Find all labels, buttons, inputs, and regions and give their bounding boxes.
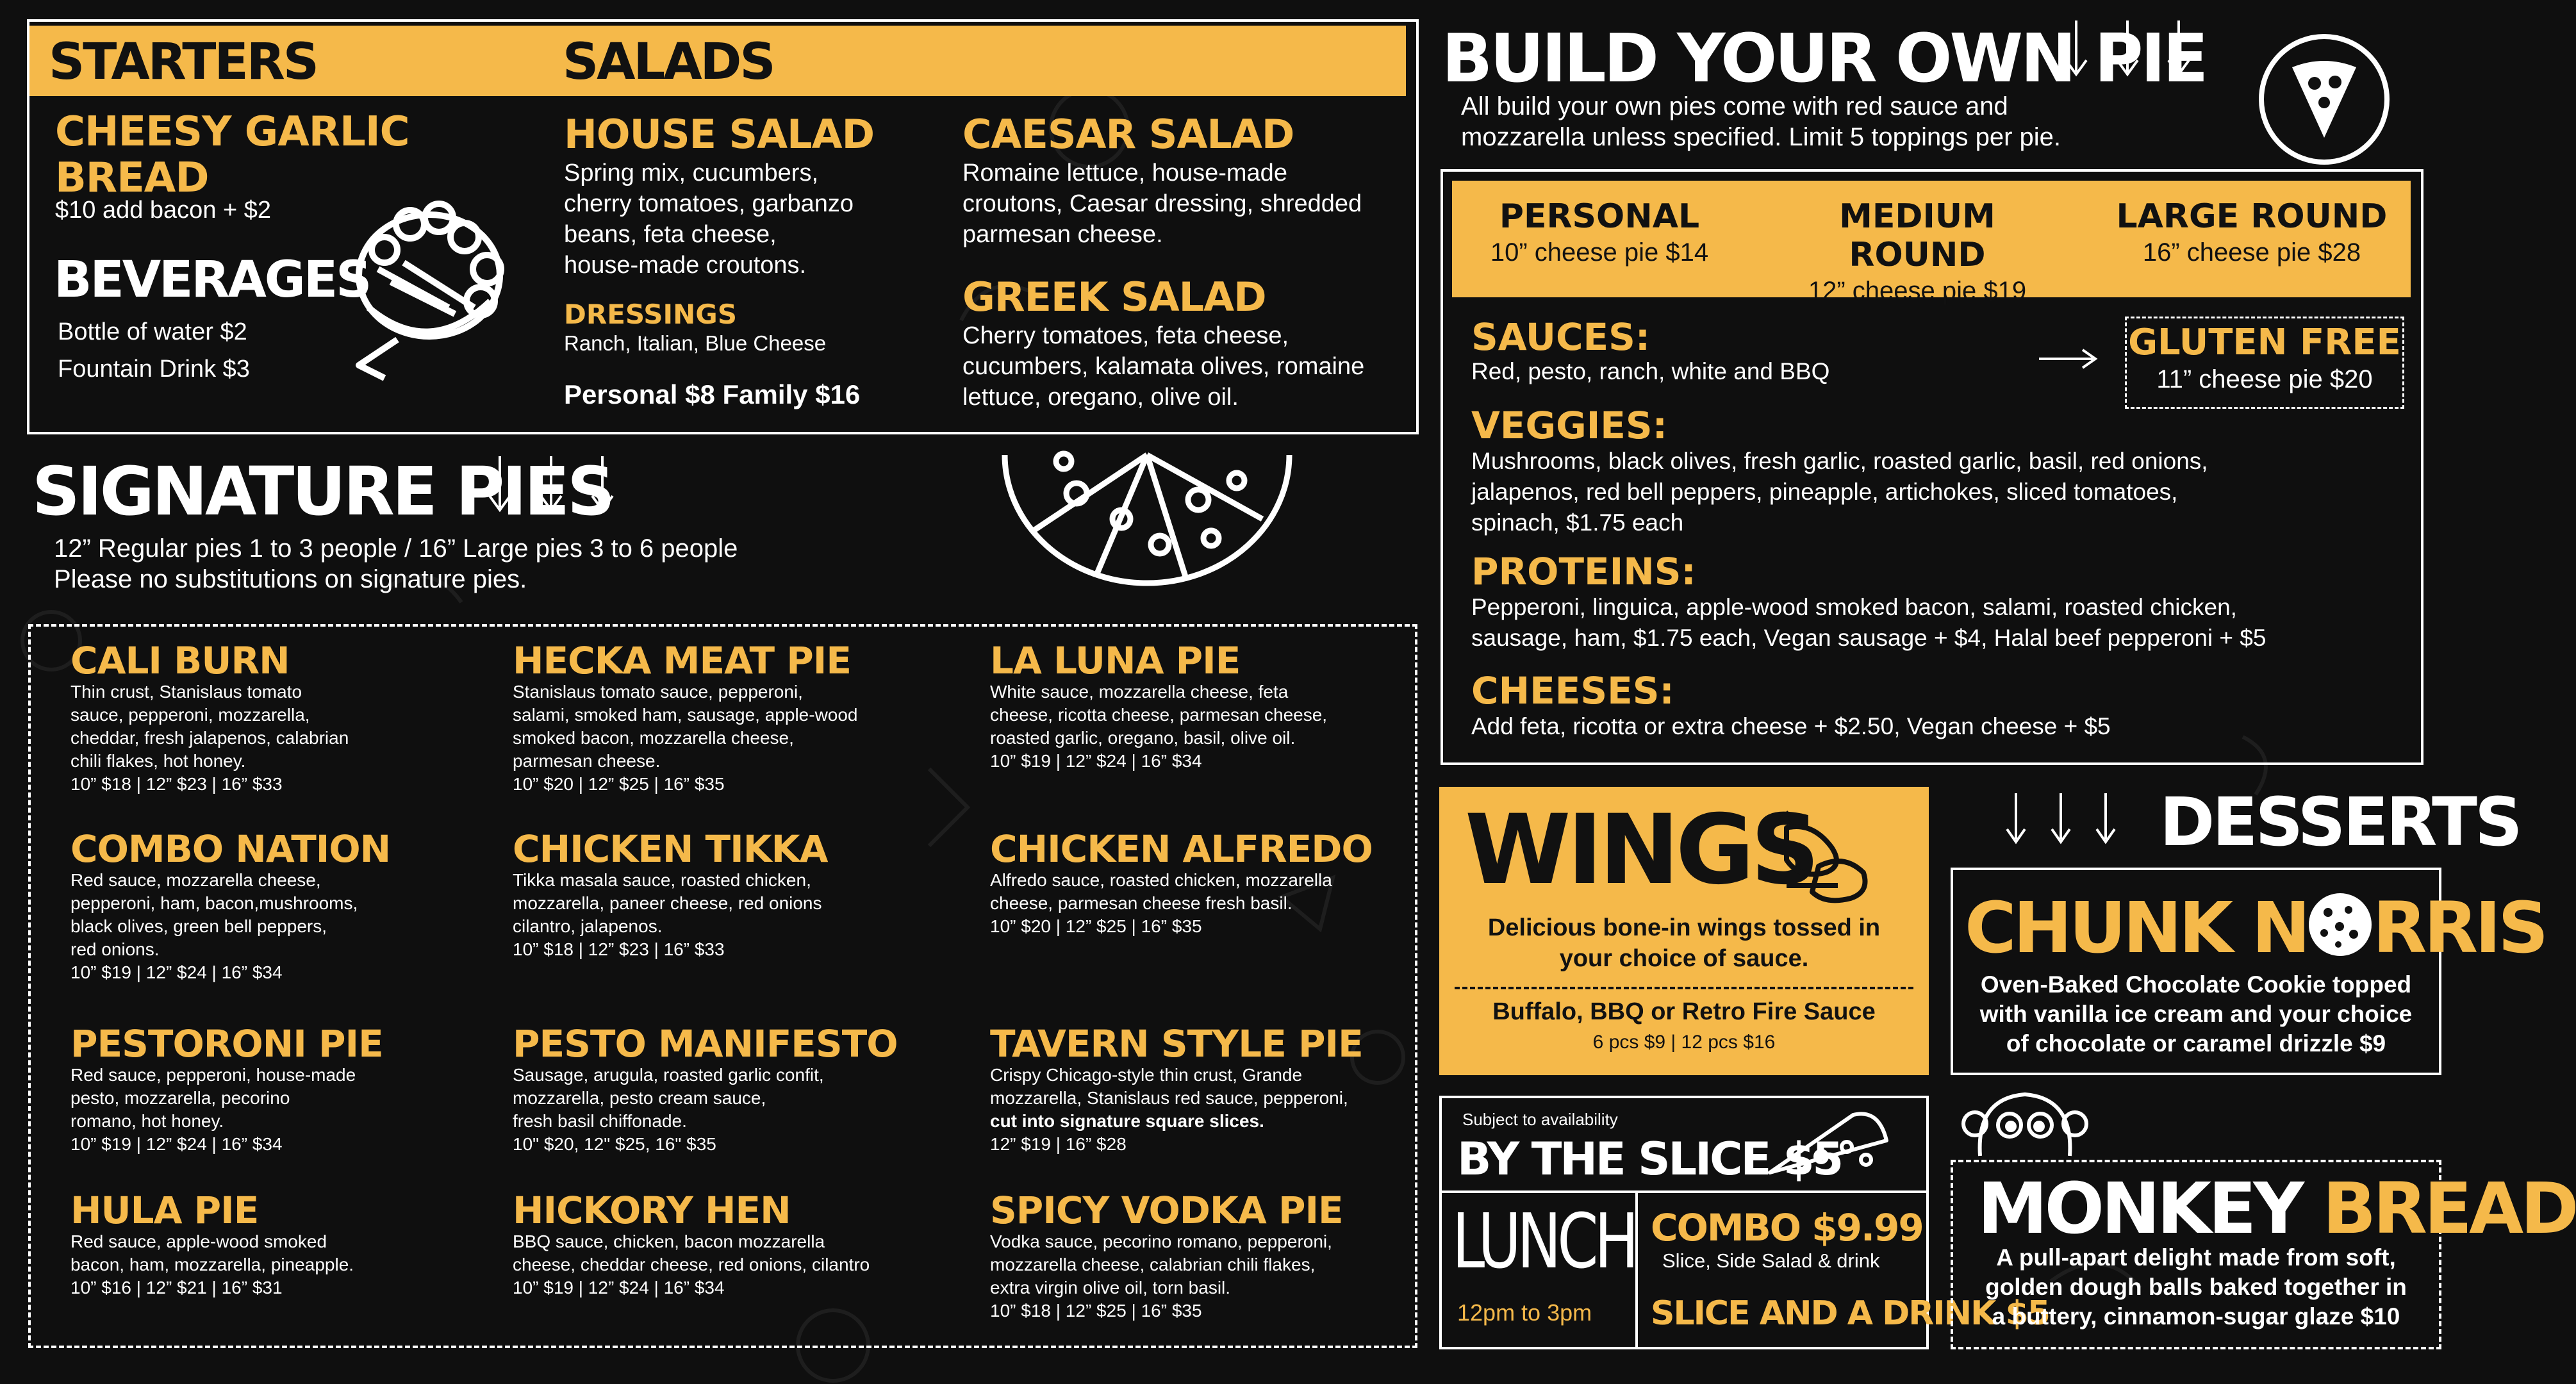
signature-pie-desc-line: Stanislaus tomato sauce, pepperoni, [513, 682, 803, 702]
monkey-bread-name-part1: MONKEY [1977, 1167, 2302, 1249]
signature-pie-desc-line: 10” $19 | 12” $24 | 16” $34 [513, 1278, 725, 1298]
signature-pie-desc-line: red onions. [70, 939, 160, 959]
cheeses-desc: Add feta, ricotta or extra cheese + $2.50, Vegan cheese + $5 [1471, 713, 2111, 739]
chunk-norris-desc-line: Oven-Baked Chocolate Cookie topped [1980, 971, 2412, 998]
monkey-icon [1961, 1085, 2089, 1162]
signature-pie-title: LA LUNA PIE [990, 639, 1241, 682]
size-large [2104, 197, 2399, 267]
signature-pie-item [513, 1190, 870, 1299]
down-arrows-icon [488, 456, 629, 520]
signature-pie-desc-line: cut into signature square slices. [990, 1111, 1264, 1131]
signature-pie-title: PESTO MANIFESTO [513, 1022, 898, 1066]
chicken-wings-icon [1774, 809, 1876, 905]
down-arrows-icon [2065, 21, 2206, 85]
house-salad-desc [564, 158, 854, 281]
chunk-norris-desc [1951, 970, 2441, 1059]
signature-pie-desc-line: extra virgin olive oil, torn basil. [990, 1278, 1231, 1298]
gluten-free-name: GLUTEN FREE [2128, 322, 2401, 363]
signature-pie-desc-line: Sausage, arugula, roasted garlic confit, [513, 1065, 824, 1085]
signature-pie-desc-line: mozzarella, paneer cheese, red onions [513, 893, 822, 913]
signature-pie-desc-line: pepperoni, ham, bacon,mushrooms, [70, 893, 358, 913]
signature-pie-desc-line: Red sauce, apple-wood smoked [70, 1232, 327, 1251]
pizza-slice-icon [2257, 32, 2391, 167]
signature-pie-desc-line: Vodka sauce, pecorino romano, pepperoni, [990, 1232, 1332, 1251]
byo-sub2: mozzarella unless specified. Limit 5 toppings per pie. [1461, 123, 2061, 151]
signature-pie-desc-line: Tikka masala sauce, roasted chicken, [513, 870, 811, 890]
house-salad-title: HOUSE SALAD [564, 111, 875, 158]
size-medium-price: 12” cheese pie $19 [1808, 277, 2027, 305]
signature-pie-title: PESTORONI PIE [70, 1022, 383, 1066]
starters-header: STARTERS [49, 33, 317, 91]
signature-pie-desc-line: 10” $18 | 12” $25 | 16” $35 [990, 1301, 1202, 1321]
pizza-slice-outline-icon [1763, 1102, 1892, 1179]
signature-pie-desc-line: pesto, mozzarella, pecorino [70, 1088, 290, 1108]
lunch-vertical-divider [1635, 1190, 1638, 1349]
combo-desc: Slice, Side Salad & drink [1662, 1249, 1880, 1272]
signature-pie-desc-line: romano, hot honey. [70, 1111, 224, 1131]
veggies-desc-line: jalapenos, red bell peppers, pineapple, artichokes, sliced tomatoes, [1471, 479, 2178, 505]
wings-sauces: Buffalo, BBQ or Retro Fire Sauce [1492, 998, 1876, 1025]
proteins-desc-line: sausage, ham, $1.75 each, Vegan sausage + $4, Halal beef pepperoni + $5 [1471, 625, 2266, 651]
signature-pie-desc-line: bacon, ham, mozzarella, pineapple. [70, 1255, 354, 1274]
signature-pie-desc-line: parmesan cheese. [513, 751, 661, 771]
wings-header: WINGS [1465, 795, 1816, 906]
veggies-label: VEGGIES: [1471, 404, 1667, 447]
signature-pie-item [70, 1190, 354, 1299]
signature-pie-desc-line: black olives, green bell peppers, [70, 916, 327, 936]
desserts-header: DESSERTS [2159, 783, 2520, 861]
proteins-desc [1471, 592, 2266, 654]
signature-pie-desc-line: 10” $20 | 12” $25 | 16” $35 [990, 916, 1202, 936]
chunk-norris-name [1965, 887, 2545, 969]
signature-pie-item [70, 829, 390, 984]
signature-pie-title: CALI BURN [70, 639, 290, 682]
monkey-bread-desc-line: A pull-apart delight made from soft, [1996, 1244, 2396, 1271]
caesar-salad-desc [962, 158, 1362, 250]
signature-pie-desc-line: 10” $19 | 12” $24 | 16” $34 [990, 751, 1202, 771]
signature-pie-title: COMBO NATION [70, 827, 391, 871]
signature-pie-desc-line: Alfredo sauce, roasted chicken, mozzarella [990, 870, 1332, 890]
wings-desc-line: your choice of sauce. [1559, 945, 1809, 972]
signature-pie-item [70, 1024, 383, 1156]
cheesy-garlic-bread-price: $10 add bacon + $2 [55, 197, 272, 224]
signature-pie-desc-line: cheese, ricotta cheese, parmesan cheese, [990, 705, 1328, 725]
signature-pie-item [70, 641, 349, 796]
monkey-bread-desc-line: golden dough balls baked together in [1985, 1274, 2407, 1300]
house-salad-desc-line: cherry tomatoes, garbanzo [564, 190, 854, 217]
monkey-bread-name-part2: BREAD [2322, 1167, 2576, 1249]
wings-divider [1455, 987, 1913, 989]
byo-header: BUILD YOUR OWN PIE [1442, 19, 2206, 97]
right-arrow-icon [2038, 346, 2102, 372]
proteins-label: PROTEINS: [1471, 550, 1696, 593]
wings-desc [1439, 912, 1929, 974]
signature-pies-sub1: 12” Regular pies 1 to 3 people / 16” Large pies 3 to 6 people [54, 534, 738, 563]
caesar-salad-desc-line: parmesan cheese. [962, 221, 1163, 248]
wings-price: 6 pcs $9 | 12 pcs $16 [1592, 1032, 1776, 1053]
size-medium [1770, 197, 2065, 306]
signature-pie-item [990, 1024, 1363, 1156]
caesar-salad-title: CAESAR SALAD [962, 111, 1294, 158]
signature-pie-desc-line: mozzarella cheese, calabrian chili flakes, [990, 1255, 1316, 1274]
signature-pie-desc-line: Red sauce, mozzarella cheese, [70, 870, 321, 890]
signature-pie-title: SPICY VODKA PIE [990, 1189, 1343, 1232]
size-personal-price: 10” cheese pie $14 [1490, 238, 1709, 267]
signature-pie-title: HULA PIE [70, 1189, 259, 1232]
greek-salad-desc-line: cucumbers, kalamata olives, romaine [962, 353, 1365, 380]
down-arrows-icon [2006, 793, 2121, 851]
size-personal [1452, 197, 1747, 267]
signature-pie-desc-line: mozzarella, Stanislaus red sauce, pepperoni, [990, 1088, 1348, 1108]
signature-pie-desc-line: 10" $20, 12" $25, 16" $35 [513, 1134, 716, 1154]
caesar-salad-desc-line: Romaine lettuce, house-made [962, 160, 1287, 186]
signature-pie-desc-line: salami, smoked ham, sausage, apple-wood [513, 705, 858, 725]
signature-pie-desc-line: 10” $19 | 12” $24 | 16” $34 [70, 1134, 283, 1154]
signature-pie-title: TAVERN STYLE PIE [990, 1022, 1363, 1066]
lunch-hours: 12pm to 3pm [1457, 1299, 1592, 1326]
size-medium-name: MEDIUM ROUND [1839, 197, 1995, 274]
size-large-name: LARGE ROUND [2116, 197, 2388, 236]
size-personal-name: PERSONAL [1499, 197, 1700, 236]
cheesy-garlic-bread-line2: BREAD [55, 154, 209, 202]
slice-and-drink: SLICE AND A DRINK $5 [1651, 1294, 2049, 1333]
caesar-salad-desc-line: croutons, Caesar dressing, shredded [962, 190, 1362, 217]
salad-price: Personal $8 Family $16 [564, 379, 861, 409]
beverage-item-fountain: Fountain Drink $3 [58, 356, 250, 383]
signature-pie-desc-line: BBQ sauce, chicken, bacon mozzarella [513, 1232, 825, 1251]
slice-availability-note: Subject to availability [1462, 1110, 1618, 1129]
signature-pie-desc-line: cheddar, fresh jalapenos, calabrian [70, 728, 349, 748]
dressings-label: DRESSINGS [564, 299, 738, 330]
greek-salad-title: GREEK SALAD [962, 274, 1266, 320]
signature-pie-desc-line: Thin crust, Stanislaus tomato [70, 682, 302, 702]
signature-pie-item [990, 829, 1373, 938]
cookie-icon [2309, 893, 2372, 956]
signature-pie-desc-line: cheese, cheddar cheese, red onions, cilantro [513, 1255, 870, 1274]
beverages-header: BEVERAGES [54, 251, 370, 309]
signature-pie-desc-line: White sauce, mozzarella cheese, feta [990, 682, 1289, 702]
signature-pie-title: CHICKEN ALFREDO [990, 827, 1373, 871]
signature-pie-desc-line: Crispy Chicago-style thin crust, Grande [990, 1065, 1303, 1085]
chunk-norris-name-part1: CHUNK N [1965, 887, 2308, 969]
signature-pie-item [513, 829, 827, 961]
salads-header: SALADS [563, 33, 774, 91]
signature-pie-desc-line: roasted garlic, oregano, basil, olive oil. [990, 728, 1296, 748]
signature-pie-title: HICKORY HEN [513, 1189, 791, 1232]
greek-salad-desc-line: Cherry tomatoes, feta cheese, [962, 322, 1289, 349]
signature-pies-sub2: Please no substitutions on signature pies. [54, 565, 527, 593]
greek-salad-desc-line: lettuce, oregano, olive oil. [962, 384, 1239, 411]
signature-pie-desc-line: 10” $19 | 12” $24 | 16” $34 [70, 962, 283, 982]
signature-pie-item [990, 1190, 1343, 1322]
signature-pie-item [513, 641, 858, 796]
proteins-desc-line: Pepperoni, linguica, apple-wood smoked bacon, salami, roasted chicken, [1471, 594, 2237, 620]
monkey-bread-desc [1951, 1243, 2441, 1331]
monkey-bread-desc-line: a buttery, cinnamon-sugar glaze $10 [1992, 1303, 2400, 1330]
signature-pie-desc-line: fresh basil chiffonade. [513, 1111, 687, 1131]
signature-pie-desc-line: 10” $20 | 12” $25 | 16” $35 [513, 774, 725, 794]
cheesy-garlic-bread-line1: CHEESY GARLIC [55, 108, 409, 156]
combo-price: COMBO $9.99 [1651, 1206, 1923, 1249]
sauces-label: SAUCES: [1471, 315, 1651, 359]
signature-pie-desc-line: cheese, parmesan cheese fresh basil. [990, 893, 1292, 913]
signature-pie-desc-line: cilantro, jalapenos. [513, 916, 663, 936]
signature-pie-desc-line: chili flakes, hot honey. [70, 751, 246, 771]
house-salad-desc-line: beans, feta cheese, [564, 221, 777, 248]
wings-desc-line: Delicious bone-in wings tossed in [1487, 914, 1881, 941]
signature-pie-desc-line: 10” $18 | 12” $23 | 16” $33 [513, 939, 725, 959]
house-salad-desc-line: house-made croutons. [564, 252, 807, 279]
by-the-slice-header: BY THE SLICE $5 [1457, 1133, 1842, 1185]
signature-pie-desc-line: 12” $19 | 16” $28 [990, 1134, 1127, 1154]
gluten-free-price: 11” cheese pie $20 [2156, 365, 2373, 393]
size-large-price: 16” cheese pie $28 [2142, 238, 2361, 267]
chunk-norris-desc-line: with vanilla ice cream and your choice [1979, 1001, 2413, 1027]
signature-pie-desc-line: 10” $18 | 12” $23 | 16” $33 [70, 774, 283, 794]
signature-pie-item [513, 1024, 898, 1156]
chunk-norris-desc-line: of chocolate or caramel drizzle $9 [2006, 1030, 2386, 1057]
chunk-norris-name-part2: RRIS [2372, 887, 2546, 969]
veggies-desc [1471, 446, 2208, 538]
signature-pie-desc-line: 10” $16 | 12” $21 | 16” $31 [70, 1278, 283, 1298]
veggies-desc-line: Mushrooms, black olives, fresh garlic, roasted garlic, basil, red onions, [1471, 448, 2208, 474]
house-salad-desc-line: Spring mix, cucumbers, [564, 160, 819, 186]
signature-pie-item [990, 641, 1327, 773]
signature-pies-header: SIGNATURE PIES [32, 452, 613, 531]
signature-pie-title: CHICKEN TIKKA [513, 827, 828, 871]
sauces-desc: Red, pesto, ranch, white and BBQ [1471, 358, 1830, 384]
beverage-item-water: Bottle of water $2 [58, 318, 247, 345]
cheeses-label: CHEESES: [1471, 669, 1674, 713]
signature-pie-desc-line: smoked bacon, mozzarella cheese, [513, 728, 794, 748]
signature-pie-desc-line: Red sauce, pepperoni, house-made [70, 1065, 356, 1085]
lunch-header: LUNCH [1452, 1197, 1635, 1285]
signature-pie-desc-line: sauce, pepperoni, mozzarella, [70, 705, 310, 725]
slice-divider-line [1439, 1190, 1929, 1193]
greek-salad-desc [962, 320, 1364, 413]
dressings-options: Ranch, Italian, Blue Cheese [564, 331, 827, 355]
pizza-half-icon [1000, 442, 1294, 583]
signature-pie-title: HECKA MEAT PIE [513, 639, 851, 682]
signature-pie-desc-line: mozzarella, pesto cream sauce, [513, 1088, 766, 1108]
veggies-desc-line: spinach, $1.75 each [1471, 509, 1684, 536]
byo-sub1: All build your own pies come with red sauce and [1461, 92, 2008, 120]
monkey-bread-name [1977, 1167, 2576, 1249]
